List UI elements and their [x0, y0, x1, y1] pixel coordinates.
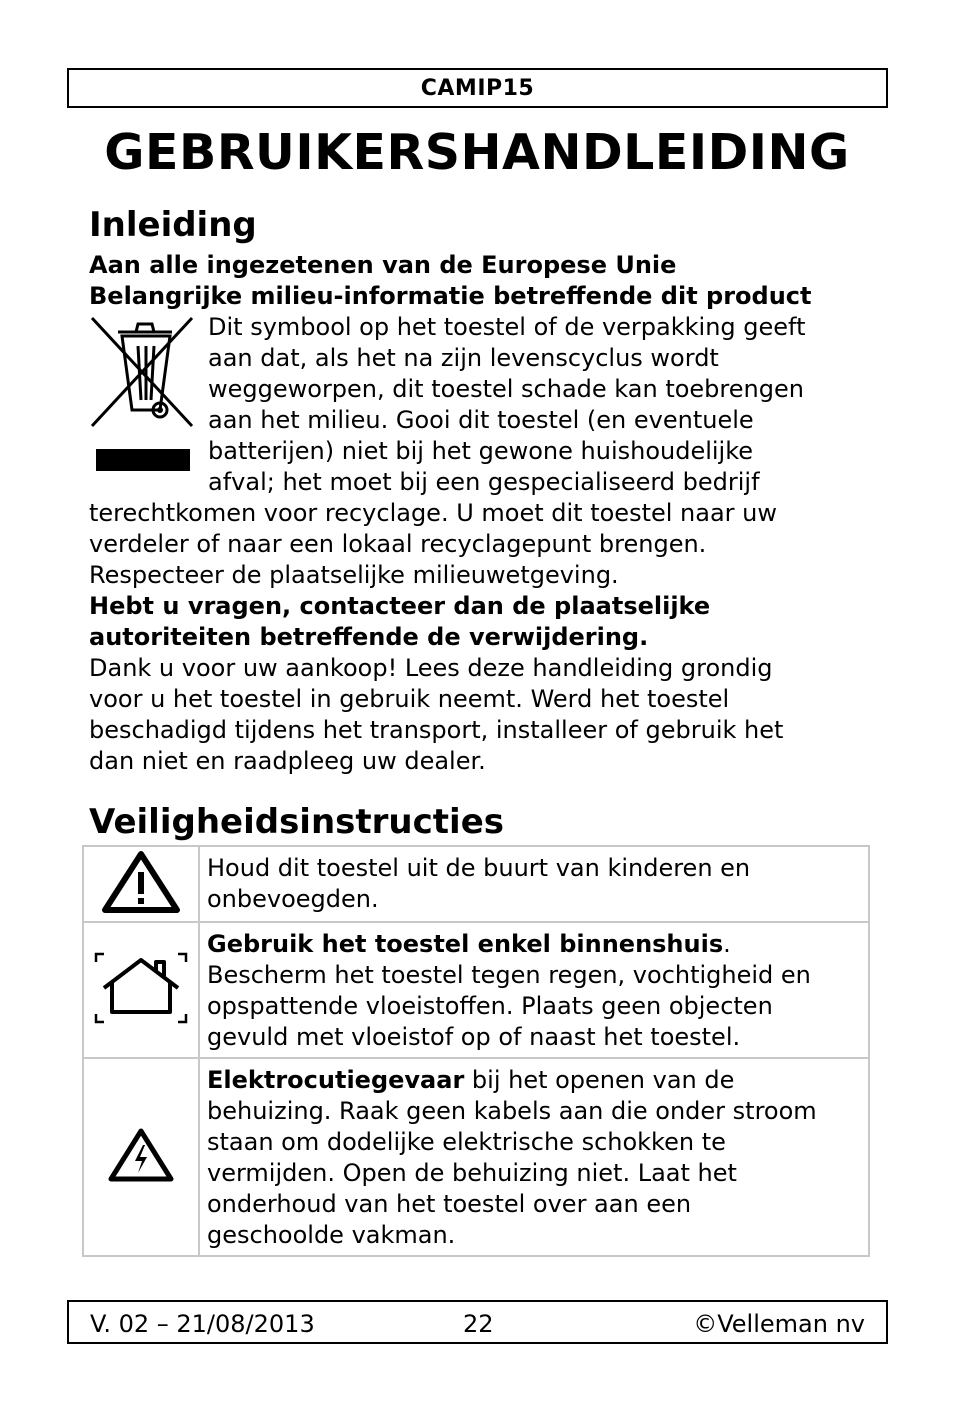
version-label: V. 02 – 21/08/2013 — [90, 1310, 315, 1338]
text-line: voor u het toestel in gebruik neemt. Werd het toestel — [89, 685, 730, 713]
intro-heading: Inleiding — [89, 205, 257, 245]
text-line: Houd dit toestel uit de buurt van kinderen en — [207, 854, 751, 882]
page-number: 22 — [463, 1310, 494, 1338]
text-line: onderhoud van het toestel over aan een — [207, 1190, 692, 1218]
safety-table — [82, 845, 870, 1257]
intro-bold-line: Belangrijke milieu-informatie betreffende dit product — [89, 282, 812, 310]
header-box — [67, 68, 888, 108]
text-line: dan niet en raadpleeg uw dealer. — [89, 747, 486, 775]
text-line: vermijden. Open de behuizing niet. Laat het — [207, 1159, 737, 1187]
safety-heading: Veiligheidsinstructies — [89, 802, 504, 842]
table-row — [83, 1058, 869, 1256]
text-cell — [199, 846, 869, 922]
bold-phrase: Gebruik het toestel enkel binnenshuis — [207, 930, 724, 958]
text-line — [207, 929, 860, 960]
bold-suffix: bij het openen van de — [464, 1066, 735, 1094]
question-line: Hebt u vragen, contacteer dan de plaatselijke — [89, 592, 711, 620]
table-row — [83, 922, 869, 1058]
text-line: terechtkomen voor recyclage. U moet dit toestel naar uw — [89, 499, 778, 527]
text-line: beschadigd tijdens het transport, installeer of gebruik het — [89, 716, 784, 744]
text-line: geschoolde vakman. — [207, 1221, 456, 1249]
bold-suffix: . — [723, 930, 731, 958]
weee-text-beside-icon — [208, 312, 805, 498]
text-line: Dank u voor uw aankoop! Lees deze handleiding grondig — [89, 654, 773, 682]
footer — [67, 1300, 888, 1344]
text-line: batterijen) niet bij het gewone huishoudelijke — [208, 437, 754, 465]
icon-cell — [83, 846, 199, 922]
text-line: aan dat, als het na zijn levenscyclus wordt — [208, 344, 719, 372]
text-line: verdeler of naar een lokaal recyclagepunt brengen. — [89, 530, 707, 558]
indoor-house-icon — [94, 952, 188, 1024]
text-cell — [199, 1058, 869, 1256]
crossed-bin-icon — [88, 312, 196, 482]
text-line: weggeworpen, dit toestel schade kan toebrengen — [208, 375, 804, 403]
electric-shock-icon — [107, 1127, 175, 1183]
icon-cell — [83, 1058, 199, 1256]
text-line: opspattende vloeistoffen. Plaats geen objecten — [207, 992, 773, 1020]
weee-text-continued — [89, 498, 783, 777]
warning-triangle-icon — [101, 850, 181, 914]
page-title: GEBRUIKERSHANDLEIDING — [104, 124, 850, 181]
text-line: Bescherm het toestel tegen regen, vochtigheid en — [207, 961, 811, 989]
intro-bold-line: Aan alle ingezetenen van de Europese Unie — [89, 251, 677, 279]
text-line: behuizing. Raak geen kabels aan die onder stroom — [207, 1097, 817, 1125]
text-line: Dit symbool op het toestel of de verpakking geeft — [208, 313, 806, 341]
copyright-label: ©Velleman nv — [693, 1310, 865, 1338]
text-line: afval; het moet bij een gespecialiseerd bedrijf — [208, 468, 760, 496]
text-line: onbevoegden. — [207, 885, 379, 913]
text-line: staan om dodelijke elektrische schokken te — [207, 1128, 726, 1156]
question-line: autoriteiten betreffende de verwijdering. — [89, 623, 649, 651]
icon-cell — [83, 922, 199, 1058]
text-line: gevuld met vloeistof op of naast het toestel. — [207, 1023, 741, 1051]
intro-bold-block — [89, 250, 811, 312]
model-label: CAMIP15 — [420, 75, 535, 101]
table-row — [83, 846, 869, 922]
text-cell — [199, 922, 869, 1058]
text-line: Respecteer de plaatselijke milieuwetgeving. — [89, 561, 619, 589]
text-line: aan het milieu. Gooi dit toestel (en eventuele — [208, 406, 754, 434]
bold-phrase: Elektrocutiegevaar — [207, 1066, 465, 1094]
text-line — [207, 1065, 860, 1096]
